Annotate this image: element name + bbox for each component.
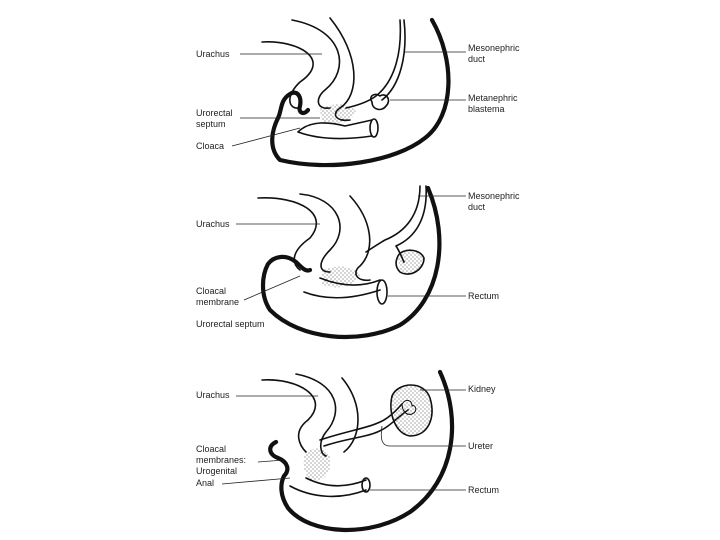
mesonephric-duct-2a xyxy=(366,186,420,252)
mesonephric-duct-2 xyxy=(382,20,405,100)
label-rectum-2: Rectum xyxy=(468,291,500,301)
label-mesonephric-2a: Mesonephric xyxy=(468,191,520,201)
label-cloaca: Cloaca xyxy=(196,141,225,151)
panel-stage-1 xyxy=(196,18,520,165)
panel-stage-3 xyxy=(196,372,499,530)
label-urachus-3: Urachus xyxy=(196,390,230,400)
body-wall xyxy=(272,20,448,165)
panel-stage-2 xyxy=(196,186,520,337)
label-mesonephric-1b: duct xyxy=(468,54,486,64)
label-urachus-2: Urachus xyxy=(196,219,230,229)
rectum-opening-2 xyxy=(377,280,387,304)
label-urogenital: Urogenital xyxy=(196,466,238,476)
rectum-tube-3 xyxy=(290,478,366,496)
label-urorectal-1b: septum xyxy=(196,119,226,129)
label-kidney: Kidney xyxy=(468,384,496,394)
label-urachus-1: Urachus xyxy=(196,49,230,59)
label-metanephric-a: Metanephric xyxy=(468,93,518,103)
label-cloacal-membrane-b: membrane xyxy=(196,297,240,307)
label-urorectal-1a: Urorectal xyxy=(196,108,233,118)
label-rectum-3: Rectum xyxy=(468,485,500,495)
label-anal: Anal xyxy=(196,478,215,488)
urachus-inner-2 xyxy=(300,194,340,272)
hindgut-wall-2 xyxy=(350,196,370,280)
leader-cloaca xyxy=(232,128,300,146)
leader-cloacal-membrane xyxy=(244,276,300,300)
label-urorectal-septum-2: Urorectal septum xyxy=(196,319,265,329)
label-ureter: Ureter xyxy=(468,441,494,451)
rectum-opening xyxy=(370,119,378,137)
label-mesonephric-2b: duct xyxy=(468,202,486,212)
label-metanephric-b: blastema xyxy=(468,104,505,114)
label-cloacal-membrane-a: Cloacal xyxy=(196,286,227,296)
septum-shade-3 xyxy=(303,449,330,481)
urachus-wall-3 xyxy=(262,380,315,452)
label-mesonephric-1a: Mesonephric xyxy=(468,43,520,53)
label-cloacal-membranes-a: Cloacal xyxy=(196,444,227,454)
label-cloacal-membranes-b: membranes: xyxy=(196,455,247,465)
